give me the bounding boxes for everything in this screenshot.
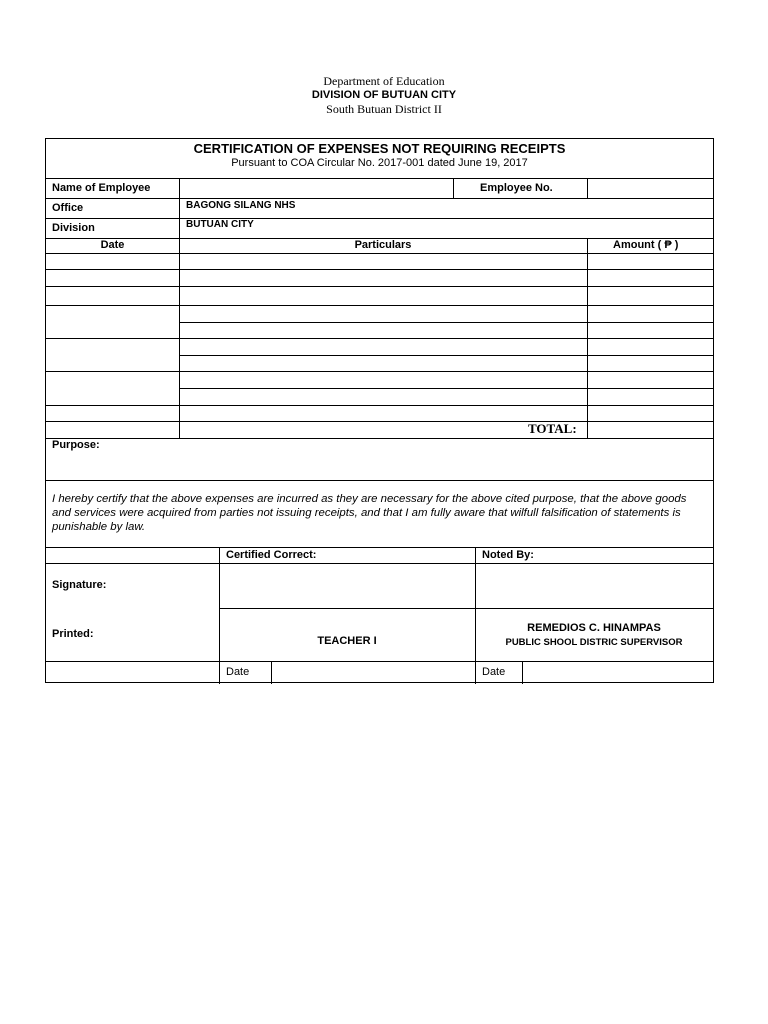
- row-divider: [46, 253, 713, 254]
- certification-statement: I hereby certify that the above expenses are incurred as they are necessary for the above cited purpose, that the above goods and services were acquired from parties not issuing receipts, and that I am fully aware that wilfull falsification of statements is punishable by law.: [52, 493, 687, 533]
- table-row: [46, 438, 713, 439]
- form-title: CERTIFICATION OF EXPENSES NOT REQUIRING RECEIPTS: [193, 141, 566, 156]
- department-name: Department of Education: [323, 74, 445, 88]
- division-name: DIVISION OF BUTUAN CITY: [311, 89, 457, 101]
- district-name: South Butuan District II: [326, 102, 442, 116]
- row-divider: [46, 563, 713, 564]
- section-divider: [46, 547, 713, 548]
- section-divider: [46, 480, 713, 481]
- table-row: [46, 371, 713, 372]
- office-value: BAGONG SILANG NHS: [186, 200, 296, 211]
- total-label: TOTAL:: [528, 421, 577, 436]
- printed-label: Printed:: [52, 628, 94, 640]
- col-divider: [219, 547, 220, 684]
- row-divider: [219, 608, 713, 609]
- division-value: BUTUAN CITY: [186, 219, 254, 230]
- certified-correct-label: Certified Correct:: [226, 549, 317, 561]
- name-of-employee-label: Name of Employee: [52, 182, 151, 194]
- row-divider: [46, 198, 713, 199]
- table-row: [46, 421, 713, 422]
- row-divider: [46, 661, 713, 662]
- table-row: [46, 338, 713, 339]
- noted-by-label: Noted By:: [482, 549, 534, 561]
- row-divider: [46, 218, 713, 219]
- col-divider: [179, 178, 180, 198]
- table-row: [179, 355, 713, 356]
- certified-date-label: Date: [226, 666, 250, 678]
- col-divider: [522, 661, 523, 684]
- table-row: [46, 405, 713, 406]
- table-row: [179, 322, 713, 323]
- purpose-label: Purpose:: [52, 439, 100, 451]
- division-label: Division: [52, 222, 95, 234]
- date-column-header: Date: [100, 239, 125, 251]
- employee-no-label: Employee No.: [480, 182, 553, 194]
- col-divider: [179, 198, 180, 238]
- form-subtitle: Pursuant to COA Circular No. 2017-001 dated June 19, 2017: [231, 157, 528, 169]
- noted-by-position: PUBLIC SHOOL DISTRIC SUPERVISOR: [505, 637, 683, 648]
- particulars-column-header: Particulars: [354, 239, 412, 251]
- certification-form: [45, 138, 714, 683]
- amount-column-header: Amount ( ₱ ): [613, 239, 679, 251]
- table-row: [46, 286, 713, 287]
- certified-printed-position: TEACHER I: [317, 635, 377, 647]
- noted-date-label: Date: [482, 666, 506, 678]
- col-divider: [475, 547, 476, 684]
- col-divider: [453, 178, 454, 198]
- col-divider: [271, 661, 272, 684]
- table-row: [46, 269, 713, 270]
- signature-label: Signature:: [52, 579, 107, 591]
- noted-by-name: REMEDIOS C. HINAMPAS: [527, 622, 661, 634]
- table-row: [46, 305, 713, 306]
- office-label: Office: [52, 202, 84, 214]
- row-divider: [46, 178, 713, 179]
- col-divider: [587, 178, 588, 198]
- table-row: [179, 388, 713, 389]
